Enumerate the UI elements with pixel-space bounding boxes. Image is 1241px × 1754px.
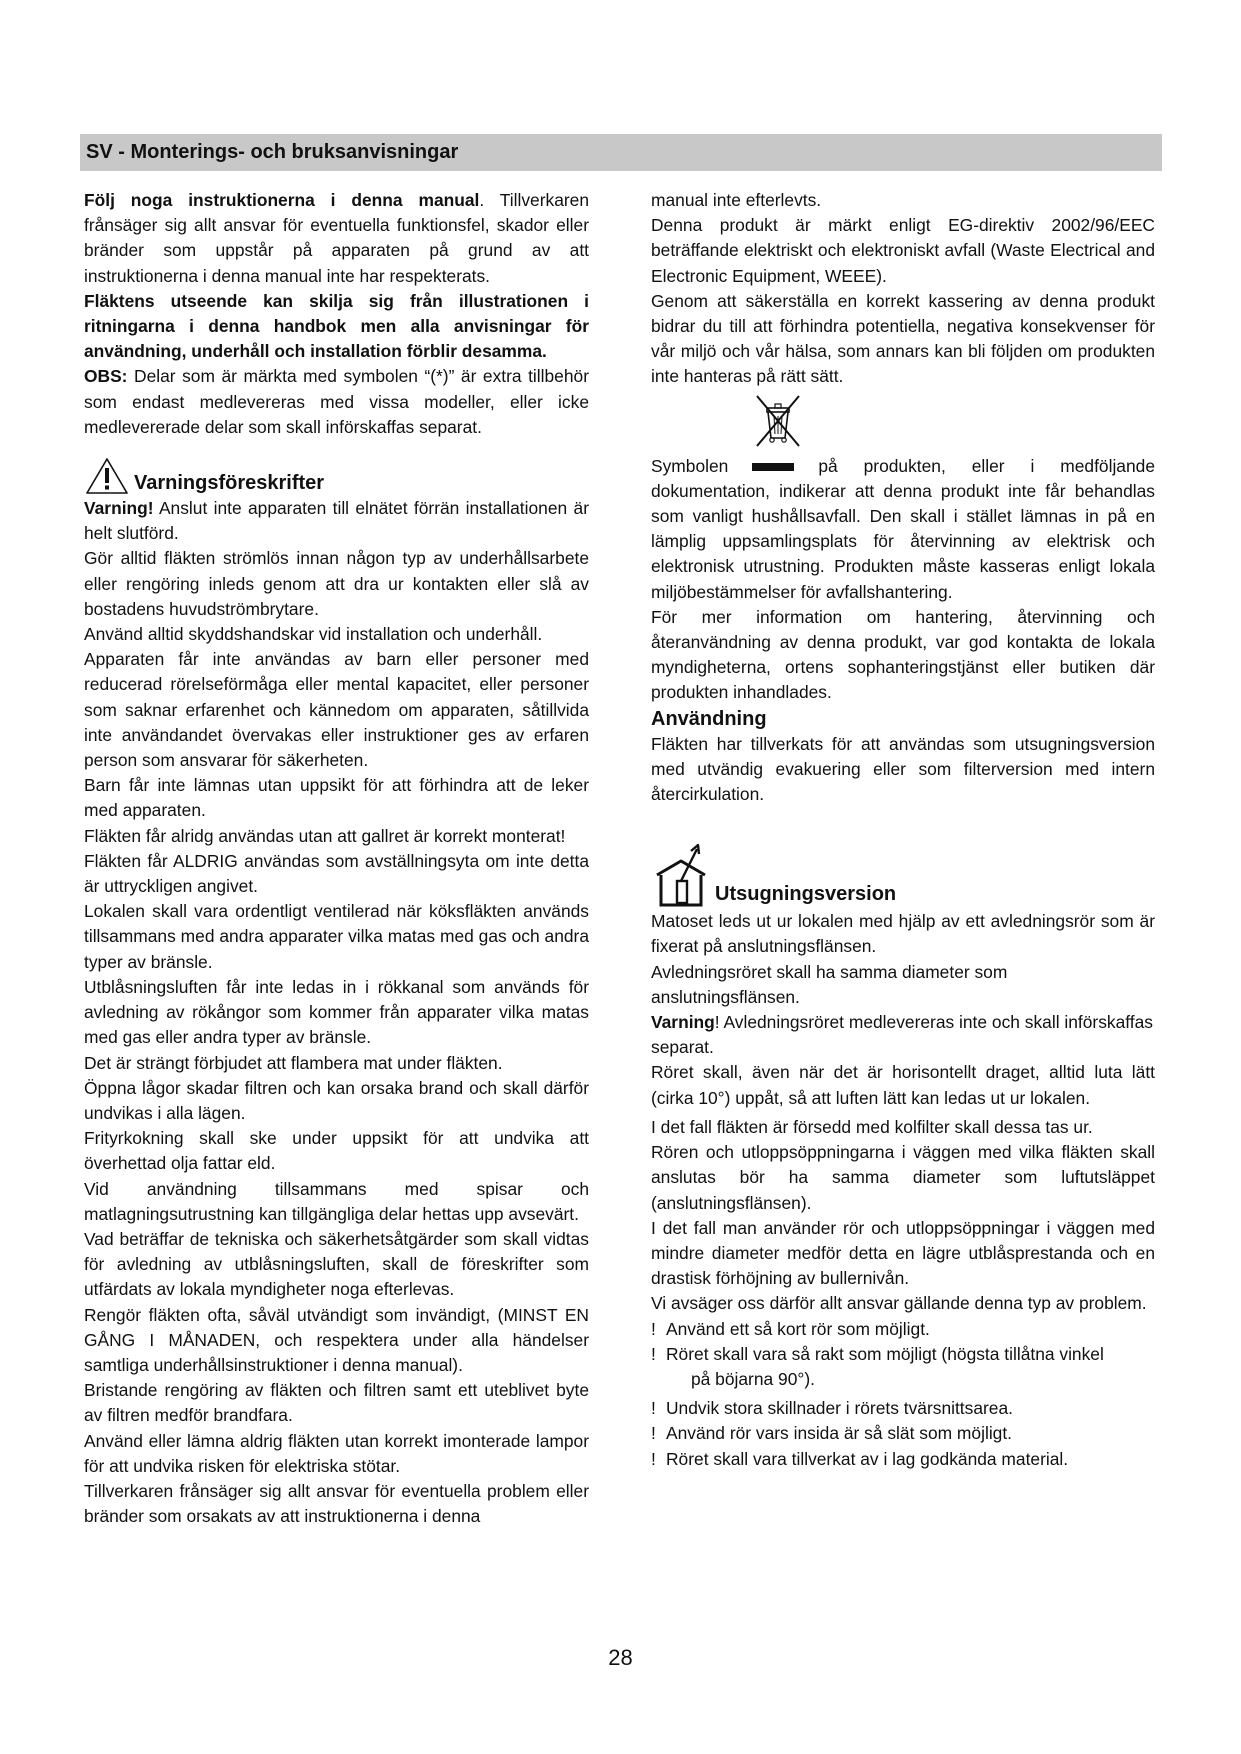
usage-title: Användning bbox=[651, 707, 767, 730]
page-number: 28 bbox=[608, 1645, 633, 1670]
obs-note bbox=[84, 364, 589, 440]
paragraph: Röret skall, även när det är horisontellt draget, alltid luta lätt (cirka 10°) uppåt, så att luften lätt kan ledas ut ur lokalen. bbox=[651, 1062, 1155, 1108]
ducting-warning-label: Varning bbox=[651, 1012, 715, 1033]
bullet-mark: ! bbox=[651, 1398, 656, 1419]
obs-text: Delar som är märkta med symbolen “(*)” är extra tillbehör som endast medlevereras med vissa modeller, eller icke medlevererade delar som skall införskaffas separat. bbox=[84, 366, 589, 437]
paragraph: Matoset leds ut ur lokalen med hjälp av ett avledningsrör som är fixerat på anslutningsflänsen. bbox=[651, 911, 1155, 957]
bullet-mark: ! bbox=[651, 1423, 656, 1444]
paragraph: Barn får inte lämnas utan uppsikt för att förhindra att de leker med apparaten. bbox=[84, 775, 589, 821]
warning-triangle-icon bbox=[84, 456, 130, 496]
paragraph: Det är strängt förbjudet att flambera mat under fläkten. bbox=[84, 1052, 503, 1073]
list-item-text: Använd rör vars insida är så slät som möjligt. bbox=[666, 1423, 1013, 1444]
warnings-heading-row bbox=[84, 456, 589, 496]
symbol-pre: Symbolen bbox=[651, 455, 729, 476]
right-column bbox=[651, 188, 1155, 1472]
list-item bbox=[651, 1447, 1155, 1472]
list-item-text: Undvik stora skillnader i rörets tvärsnittsarea. bbox=[666, 1398, 1013, 1419]
weee-symbol bbox=[651, 392, 1155, 450]
paragraph: Frityrkokning skall ske under uppsikt för att undvika att överhettad olja fattar eld. bbox=[84, 1128, 589, 1174]
list-item bbox=[651, 1396, 1155, 1421]
paragraph: Gör alltid fläkten strömlös innan någon typ av underhållsarbete eller rengöring inleds genom att dra ur kontakten eller slå av bostadens huvudströmbrytare. bbox=[84, 548, 589, 619]
paragraph: Lokalen skall vara ordentligt ventilerad när köksfläkten används tillsammans med andra apparater vilka matas med gas och andra typer av bränsle. bbox=[84, 901, 589, 972]
paragraph: Utblåsningsluften får inte ledas in i rökkanal som används för avledning av rökångor som kommer från apparater vilka matas med gas eller andra typer av bränsle. bbox=[84, 976, 589, 1048]
warning-paragraph bbox=[84, 496, 589, 546]
header-bar bbox=[80, 134, 1162, 171]
paragraph: Bristande rengöring av fläkten och filtren samt ett uteblivet byte av filtren medför brandfara. bbox=[84, 1380, 589, 1426]
intro-bold: Följ noga instruktionerna i denna manual bbox=[84, 190, 480, 210]
ducting-title: Utsugningsversion bbox=[715, 883, 897, 906]
obs-label: OBS: bbox=[84, 366, 128, 387]
paragraph: I det fall fläkten är försedd med kolfilter skall dessa tas ur. bbox=[651, 1116, 1093, 1137]
list-item-text: Röret skall vara tillverkat av i lag godkända material. bbox=[666, 1448, 1069, 1469]
paragraph: Genom att säkerställa en korrekt kassering av denna produkt bidrar du till att förhindra potentiella, negativa konsekvenser för vår miljö och vår hälsa, som annars kan bli följden om produkten inte hanteras på rätt sätt. bbox=[651, 290, 1155, 387]
paragraph: Vi avsäger oss därför allt ansvar gällande denna typ av problem. bbox=[651, 1293, 1147, 1314]
list-item-text: Röret skall vara så rakt som möjligt (högsta tillåtna vinkel bbox=[666, 1343, 1104, 1364]
ducting-warning-text: ! Avledningsröret medlevereras inte och skall införskaffas separat. bbox=[651, 1012, 1153, 1058]
list-item bbox=[651, 1342, 1155, 1367]
symbol-paragraph bbox=[651, 454, 1155, 605]
paragraph: Vad beträffar de tekniska och säkerhetsåtgärder som skall vidtas för avledning av utblåsningsluften, skall de föreskrifter som utfärdats av lokala myndigheter noga efterlevas. bbox=[84, 1228, 589, 1300]
paragraph: För mer information om hantering, återvinning och återanvändning av denna produkt, var god kontakta de lokala myndigheterna, ortens sophanteringstjänst eller butiken där produkten inhandlades. bbox=[651, 606, 1155, 703]
paragraph: Fläkten får alridg användas utan att gallret är korrekt monterat! bbox=[84, 825, 566, 846]
bullet-mark: ! bbox=[651, 1448, 656, 1469]
paragraph: manual inte efterlevts. bbox=[651, 190, 822, 210]
paragraph: Avledningsröret skall ha samma diameter som anslutningsflänsen. bbox=[651, 961, 1008, 1007]
black-bar-symbol bbox=[752, 463, 794, 471]
warning-text: Anslut inte apparaten till elnätet förrän installationen är helt slutförd. bbox=[84, 498, 589, 544]
paragraph: Rengör fläkten ofta, såväl utvändigt som invändigt, (MINST EN GÅNG I MÅNADEN, och respektera under alla händelser samtliga underhållsinstruktioner i denna manual). bbox=[84, 1304, 589, 1375]
symbol-post: på produkten, eller i medföljande dokumentation, indikerar att denna produkt inte får behandlas som vanligt hushållsavfall. Den skall i stället lämnas in på en lämplig uppsamlingsplats för återvinning av elektrisk och elektronisk utrustning. Produkten måste kasseras enligt lokala miljöbestämmelser för avfallshantering. bbox=[651, 455, 1155, 602]
paragraph: Apparaten får inte användas av barn eller personer med reducerad rörelseförmåga eller mental kapacitet, eller personer som saknar erfarenhet och kännedom om apparaten, såtillvida inte användandet övervakas eller instruktioner ges av erfaren person som ansvarar för säkerheten. bbox=[84, 649, 589, 771]
paragraph: Fläkten får ALDRIG användas som avställningsyta om inte detta är uttryckligen angivet. bbox=[84, 850, 589, 897]
paragraph: Använd eller lämna aldrig fläkten utan korrekt imonterade lampor för att undvika risken för elektriska stötar. bbox=[84, 1430, 589, 1476]
paragraph: Öppna lågor skadar filtren och kan orsaka brand och skall därför undvikas i alla lägen. bbox=[84, 1077, 589, 1123]
left-column bbox=[84, 188, 589, 1529]
ducting-heading-row bbox=[651, 841, 1155, 909]
warning-label: Varning! bbox=[84, 498, 154, 519]
list-item bbox=[651, 1421, 1155, 1446]
intro-text: . Tillverkaren frånsäger sig allt ansvar för eventuella funktionsfel, skador eller bränder som uppstår på apparaten på grund av att instruktionerna i denna manual inte har respekterats. bbox=[84, 190, 590, 286]
page-title: SV - Monterings- och bruksanvisningar bbox=[86, 141, 459, 163]
crossed-bin-icon bbox=[749, 392, 807, 450]
bullet-mark: ! bbox=[651, 1343, 656, 1364]
paragraph: Tillverkaren frånsäger sig allt ansvar för eventuella problem eller bränder som orsakats av att instruktionerna i denna bbox=[84, 1480, 589, 1527]
paragraph: Vid användning tillsammans med spisar och matlagningsutrustning kan tillgängliga delar hettas upp avsevärt. bbox=[84, 1178, 589, 1224]
paragraph: I det fall man använder rör och utloppsöppningar i väggen med mindre diameter medför detta en lägre utblåsprestanda och en drastisk förhöjning av bullernivån. bbox=[651, 1217, 1155, 1289]
house-exhaust-icon bbox=[651, 841, 713, 909]
bullet-mark: ! bbox=[651, 1318, 656, 1339]
intro-paragraph bbox=[84, 188, 589, 289]
weee-directive: Denna produkt är märkt enligt EG-direktiv 2002/96/EEC beträffande elektriskt och elektroniskt avfall (Waste Electrical and Electronic Equipment, WEEE). bbox=[651, 215, 1155, 286]
list-item-text: Använd ett så kort rör som möjligt. bbox=[666, 1318, 930, 1339]
ducting-warning bbox=[651, 1010, 1155, 1060]
usage-text: Fläkten har tillverkats för att användas som utsugningsversion med utvändig evakuering eller som filterversion med intern återcirkulation. bbox=[651, 733, 1155, 805]
warnings-title: Varningsföreskrifter bbox=[134, 472, 325, 495]
appearance-note: Fläktens utseende kan skilja sig från illustrationen i ritningarna i denna handbok men alla anvisningar för användning, underhåll och installation förblir desamma. bbox=[84, 290, 589, 362]
list-item-continuation: på böjarna 90°). bbox=[691, 1368, 815, 1389]
paragraph: Använd alltid skyddshandskar vid installation och underhåll. bbox=[84, 624, 543, 645]
list-item bbox=[651, 1317, 1155, 1342]
paragraph: Rören och utloppsöppningarna i väggen med vilka fläkten skall anslutas bör ha samma diameter som luftutsläppet (anslutningsflänsen). bbox=[651, 1142, 1155, 1213]
